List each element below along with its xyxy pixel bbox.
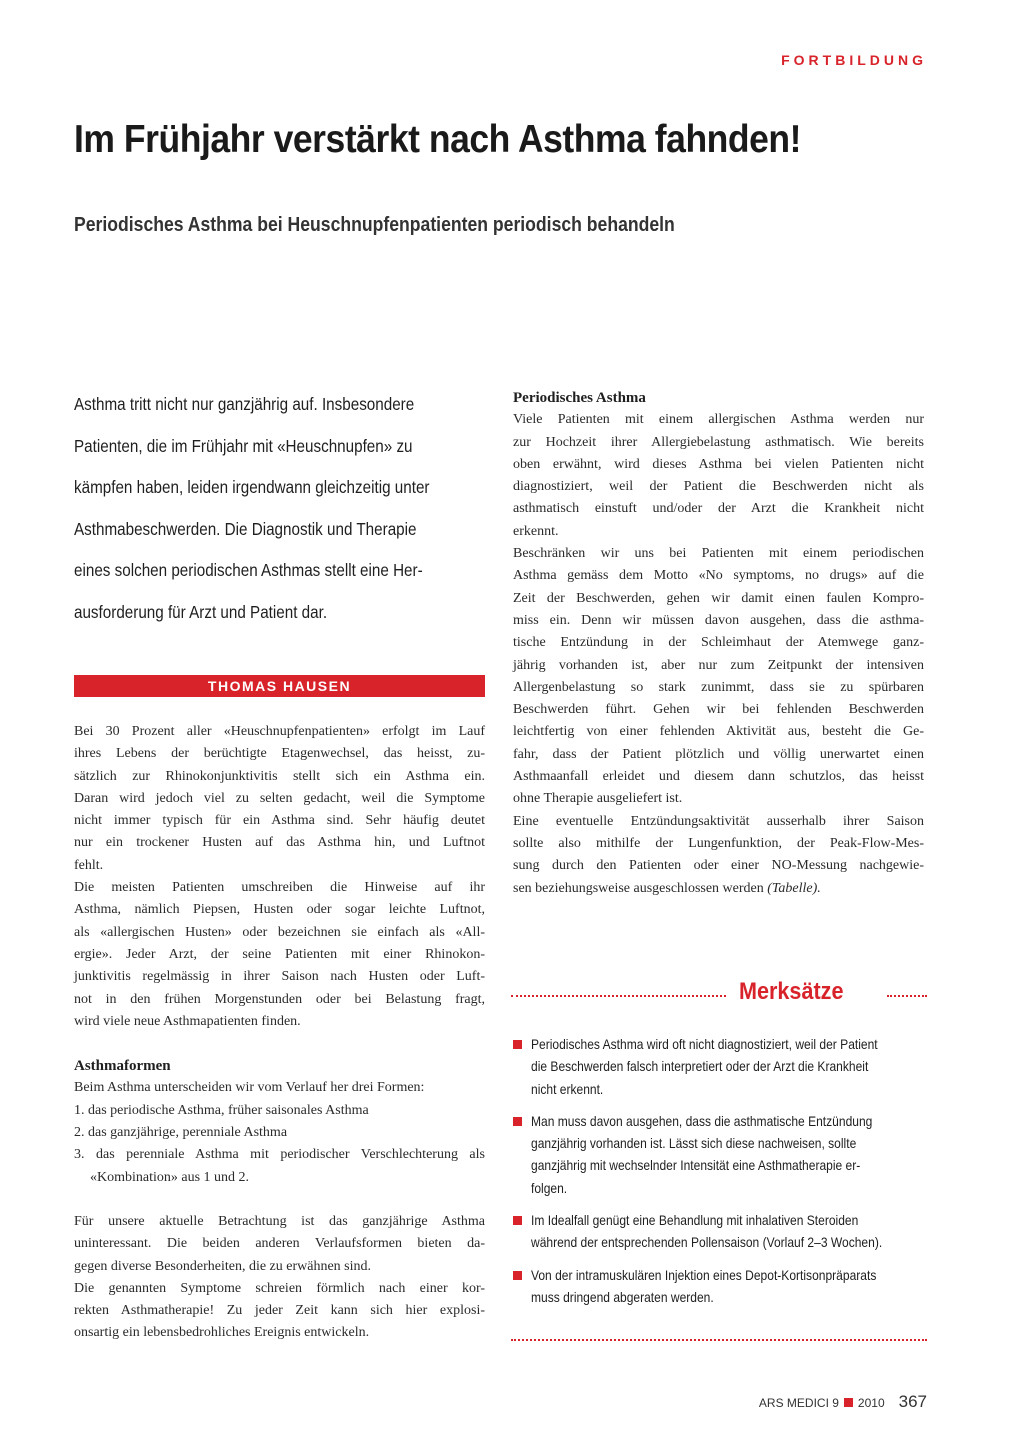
lead-line: Asthma tritt nicht nur ganzjährig auf. Insbesondere [74,394,415,414]
form-item-3: 3. das perenniale Asthma mit periodischer Verschlechterung als «Kombination» aus 1 und 2. [74,1147,485,1185]
merksaetze-dots-left [511,995,726,997]
merksatz-line: muss dringend abgeraten werden. [531,1288,714,1305]
text-line: gegen diverse Besonderheiten, die zu erwähnen sind. [74,1258,372,1274]
merksatz-line: ganzjährig mit wechselnder Intensität eine Asthmatherapie er- [531,1157,861,1174]
left-column [74,721,485,1345]
text-line: Zeit der Beschwerden, gehen wir damit einen faulen Kompro- [513,590,924,606]
lead-paragraph [74,384,439,633]
subhead-periodisches-asthma: Periodisches Asthma [513,390,646,406]
right-paragraph-2 [513,543,924,811]
text-line: junktivitis regelmässig in ihrer Saison nach Husten oder Luft- [74,969,485,985]
text-line: asthmatisch einstuft und/oder der Arzt die Krankheit nicht [513,501,924,517]
text-line: Beschwerden führt. Gehen wir bei fehlenden Beschwerden [513,702,924,718]
author-bar [74,675,485,697]
table-reference: (Tabelle). [767,880,821,896]
text-line: fahr, dass der Patient plötzlich und völlig unerwartet einen [513,746,924,762]
lead-line: kämpfen haben, leiden irgendwann gleichzeitig unter [74,477,430,497]
text-line: als «allergischen Husten» oder bezeichnen sie einfach als «All- [74,924,485,940]
merksaetze-dots-right [887,995,927,997]
text-line: sung durch den Patienten oder einer NO-Messung nachgewie- [513,858,924,874]
merksatz-line: während der entsprechenden Pollensaison (Vorlauf 2–3 Wochen). [531,1234,883,1251]
text-line: miss ein. Denn wir müssen davon ausgehen, dass die asthma- [513,612,924,628]
right-paragraph-1 [513,409,924,543]
right-paragraph-3-last-line: sen beziehungsweise ausgeschlossen werden [513,880,764,896]
text-line: Die meisten Patienten umschreiben die Hinweise auf ihr [74,880,485,896]
text-line: ergie». Jeder Arzt, der seine Patienten mit einer Rhinokon- [74,946,485,962]
text-line: not in den frühen Morgenstunden oder bei Belastung fragt, [74,991,485,1007]
text-line: onsartig ein lebensbedrohliches Ereignis entwickeln. [74,1325,370,1341]
text-line: tische Entzündung in der Schleimhaut der Atemwege ganz- [513,635,924,651]
merksaetze-list [513,1033,953,1318]
text-line: Eine eventuelle Entzündungsaktivität ausserhalb ihrer Saison [513,813,924,829]
merksaetze-title: Merksätze [739,978,844,1005]
merksatz-line: nicht erkennt. [531,1080,604,1097]
text-line: sätzlich zur Rhinokonjunktivitis stellt sich ein Asthma ein. [74,768,485,784]
journal-name: ARS MEDICI 9 [758,1396,839,1410]
merksatz-item [513,1209,953,1254]
form-item-1: 1. das periodische Asthma, früher saisonales Asthma [74,1102,369,1118]
text-line: erkennt. [513,523,559,539]
right-paragraph-3-end [513,878,924,900]
merksatz-line: ganzjährig vorhanden ist. Lässt sich diese nachweisen, sollte [531,1135,857,1152]
merksatz-line: Man muss davon ausgehen, dass die asthmatische Entzündung [531,1112,873,1129]
article-title: Im Frühjahr verstärkt nach Asthma fahnden! [74,118,802,161]
lead-line: eines solchen periodischen Asthmas stellt eine Her- [74,560,423,580]
form-item-2: 2. das ganzjährige, perenniale Asthma [74,1125,288,1141]
merksatz-item [513,1033,953,1100]
merksatz-line: Periodisches Asthma wird oft nicht diagnostiziert, weil der Patient [531,1036,878,1052]
text-line: diagnostiziert, weil der Patient die Beschwerden nicht als [513,479,924,495]
bullet-square-icon [513,1040,522,1049]
page-footer [759,1392,927,1412]
text-line: jährig vorhanden ist, aber nur zum Zeitpunkt der intensiven [513,657,924,673]
right-column [513,387,924,900]
text-line: zur Hochzeit ihrer Allergiebelastung asthmatisch. Wie bereits [513,434,924,450]
bullet-square-icon [513,1117,522,1126]
text-line: Daran wird jedoch viel zu selten gedacht, weil die Symptome [74,790,485,806]
left-paragraph-4 [74,1278,485,1345]
text-line: Viele Patienten mit einem allergischen Asthma werden nur [513,412,924,428]
merksatz-item [513,1110,953,1199]
merksatz-line: die Beschwerden falsch interpretiert oder der Arzt die Krankheit [531,1058,869,1075]
merksatz-line: Von der intramuskulären Injektion eines Depot-Kortisonpräparats [531,1266,877,1283]
author-name: THOMAS HAUSEN [207,678,352,694]
section-label: FORTBILDUNG [781,52,927,68]
text-line: Asthma gemäss dem Motto «No symptoms, no drugs» auf die [513,568,924,584]
left-paragraph-3 [74,1211,485,1278]
text-line: oben erwähnt, wird dieses Asthma bei vielen Patienten nicht [513,456,924,472]
text-line: Für unsere aktuelle Betrachtung ist das ganzjährige Asthma [74,1213,485,1229]
text-line: Die genannten Symptome schreien förmlich nach einer kor- [74,1280,485,1296]
lead-line: ausforderung für Arzt und Patient dar. [74,601,328,622]
text-line: leichtfertig von einer fehlenden Aktivität aus, besteht die Ge- [513,724,924,740]
merksatz-line: folgen. [531,1179,568,1196]
text-line: uninteressant. Die beiden anderen Verlaufsformen bieten da- [74,1236,485,1252]
page-number: 367 [898,1392,927,1411]
text-line: sollte also mithilfe der Lungenfunktion, der Peak-Flow-Mes- [513,835,924,851]
merksatz-line: Im Idealfall genügt eine Behandlung mit inhalativen Steroiden [531,1212,859,1229]
text-line: ihres Lebens der berüchtigte Etagenwechsel, das heisst, zu- [74,746,485,762]
lead-line: Patienten, die im Frühjahr mit «Heuschnupfen» zu [74,435,413,456]
text-line: fehlt. [74,857,104,873]
left-paragraph-1 [74,721,485,877]
article-subtitle: Periodisches Asthma bei Heuschnupfenpatienten periodisch behandeln [74,214,675,236]
text-line: nur ein trockener Husten auf das Asthma hin, und Luftnot [74,835,485,851]
left-paragraph-2 [74,877,485,1033]
text-line: Allergenbelastung so stark zunimmt, dass sie zu spürbaren [513,679,924,695]
bullet-square-icon [513,1216,522,1225]
text-line: Asthma, nämlich Piepsen, Husten oder sogar leichte Luftnot, [74,902,485,918]
text-line: Asthmaanfall erleidet und diesem dann schutzlos, das heisst [513,769,924,785]
bottom-dotted-rule [511,1339,927,1341]
bullet-square-icon [513,1271,522,1280]
text-line: ohne Therapie ausgeliefert ist. [513,791,683,807]
footer-square-icon [844,1398,853,1407]
merksatz-item [513,1264,953,1309]
text-line: Beschränken wir uns bei Patienten mit einem periodischen [513,546,924,562]
lead-line: Asthmabeschwerden. Die Diagnostik und Therapie [74,518,417,539]
subhead-asthmaformen: Asthmaformen [74,1058,171,1075]
text-line: nicht immer typisch für ein Asthma sind. Sehr häufig deutet [74,813,485,829]
right-paragraph-3 [513,811,924,878]
text-line: rekten Asthmatherapie! Zu jeder Zeit kann sich hier explosi- [74,1303,485,1319]
text-line: Bei 30 Prozent aller «Heuschnupfenpatienten» erfolgt im Lauf [74,724,485,739]
text-line: wird viele neue Asthmapatienten finden. [74,1013,301,1029]
journal-year: 2010 [857,1396,885,1410]
asthmaformen-intro: Beim Asthma unterscheiden wir vom Verlauf her drei Formen: [74,1080,425,1096]
